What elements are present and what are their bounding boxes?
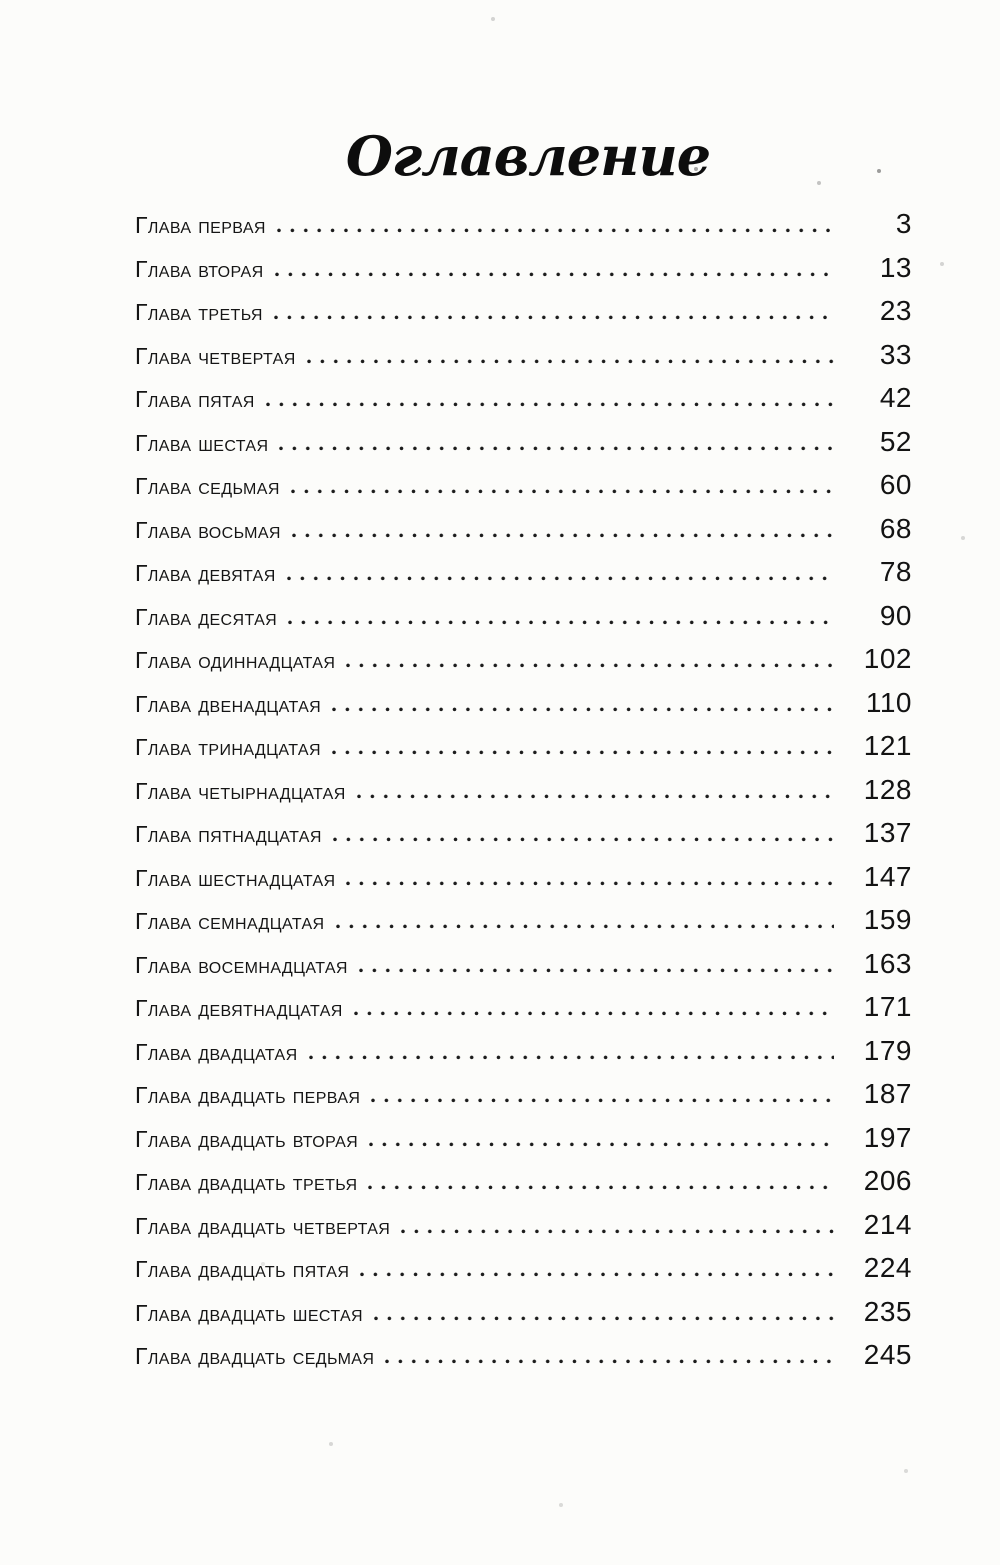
chapter-label: Глава вторая — [135, 255, 264, 282]
chapter-label: Глава седьмая — [135, 473, 280, 499]
page-number: 224 — [863, 1252, 912, 1283]
chapter-label: Глава восемнадцатая — [135, 951, 348, 978]
toc-entry — [135, 1209, 912, 1253]
page-number: 214 — [863, 1208, 912, 1240]
dot-leader — [292, 533, 834, 538]
page-number: 60 — [879, 469, 912, 500]
toc-entry — [135, 469, 912, 513]
chapter-label: Глава двадцать седьмая — [135, 1343, 375, 1369]
toc-entry — [135, 382, 912, 426]
toc-entry — [135, 295, 912, 339]
dot-leader — [360, 1272, 834, 1277]
chapter-label: Глава первая — [135, 212, 266, 238]
dot-leader — [275, 272, 834, 277]
toc-entry — [135, 904, 912, 948]
toc-entry — [135, 1252, 912, 1296]
toc-entry — [135, 730, 912, 774]
chapter-label: Глава тринадцатая — [135, 734, 321, 760]
page-number: 68 — [879, 512, 912, 544]
toc-entry — [135, 1122, 912, 1166]
dot-leader — [369, 1142, 834, 1147]
chapter-label: Глава двадцать вторая — [135, 1125, 359, 1152]
toc-entry — [135, 1035, 912, 1079]
dot-leader — [354, 1011, 834, 1016]
chapter-label: Глава семнадцатая — [135, 908, 325, 934]
toc-entry — [135, 687, 912, 731]
dot-leader — [309, 1055, 834, 1060]
page-number: 197 — [863, 1121, 912, 1153]
page-number: 147 — [863, 860, 912, 892]
page-number: 245 — [863, 1339, 912, 1370]
page-number: 33 — [879, 338, 912, 370]
toc-entry — [135, 643, 912, 687]
page-number: 235 — [863, 1295, 912, 1327]
dot-leader — [274, 315, 834, 320]
toc-entry — [135, 513, 912, 557]
page-number: 42 — [879, 382, 912, 413]
dot-leader — [266, 402, 834, 407]
chapter-label: Глава четвертая — [135, 342, 296, 369]
dot-leader — [357, 794, 834, 799]
page-title: Оглавление — [345, 124, 711, 189]
dot-leader — [307, 359, 834, 364]
dot-leader — [336, 924, 834, 929]
chapter-label: Глава двадцать шестая — [135, 1299, 363, 1326]
toc-entry — [135, 774, 912, 818]
page-number: 13 — [879, 251, 912, 283]
page-number: 171 — [863, 991, 912, 1022]
page-number: 3 — [895, 208, 912, 239]
page-number: 179 — [863, 1034, 912, 1066]
dot-leader — [332, 707, 834, 712]
toc-entry — [135, 1339, 912, 1383]
chapter-label: Глава одиннадцатая — [135, 647, 336, 673]
toc-entry — [135, 991, 912, 1035]
dot-leader — [359, 968, 834, 973]
page-number: 206 — [863, 1165, 912, 1196]
toc-entry — [135, 556, 912, 600]
chapter-label: Глава двадцатая — [135, 1038, 298, 1065]
chapter-label: Глава шестая — [135, 429, 269, 456]
page-number: 163 — [863, 947, 912, 979]
chapter-label: Глава девятая — [135, 560, 276, 586]
chapter-label: Глава девятнадцатая — [135, 995, 343, 1021]
toc-entry — [135, 948, 912, 992]
page-number: 137 — [863, 817, 912, 848]
table-of-contents — [135, 208, 912, 1383]
dot-leader — [291, 489, 834, 494]
dot-leader — [346, 881, 834, 886]
chapter-label: Глава двадцать третья — [135, 1169, 358, 1195]
toc-entry — [135, 426, 912, 470]
chapter-label: Глава восьмая — [135, 516, 281, 543]
dot-leader — [401, 1229, 834, 1234]
dot-leader — [385, 1359, 834, 1364]
page-number: 102 — [863, 643, 912, 674]
dot-leader — [368, 1185, 834, 1190]
page-number: 159 — [863, 904, 912, 935]
chapter-label: Глава двадцать первая — [135, 1082, 361, 1108]
toc-entry — [135, 1296, 912, 1340]
chapter-label: Глава третья — [135, 299, 263, 325]
toc-entry — [135, 1078, 912, 1122]
toc-entry — [135, 600, 912, 644]
chapter-label: Глава двенадцатая — [135, 690, 322, 717]
dot-leader — [288, 620, 834, 625]
page-number: 128 — [863, 773, 912, 805]
dot-leader — [333, 837, 834, 842]
toc-entry — [135, 208, 912, 252]
dot-leader — [371, 1098, 834, 1103]
chapter-label: Глава двадцать пятая — [135, 1256, 350, 1282]
chapter-label: Глава пятнадцатая — [135, 821, 322, 847]
scan-speckles — [0, 0, 2, 2]
toc-entry — [135, 252, 912, 296]
chapter-label: Глава двадцать четвертая — [135, 1212, 391, 1239]
page-number: 52 — [879, 425, 912, 457]
dot-leader — [287, 576, 834, 581]
toc-entry — [135, 817, 912, 861]
page-number: 121 — [863, 730, 912, 761]
page-number: 110 — [865, 686, 912, 718]
dot-leader — [332, 750, 834, 755]
page-number: 23 — [879, 295, 912, 326]
page-number: 187 — [863, 1078, 912, 1109]
dot-leader — [277, 228, 834, 233]
toc-entry — [135, 339, 912, 383]
chapter-label: Глава пятая — [135, 386, 255, 412]
page-number: 78 — [879, 556, 912, 587]
chapter-label: Глава четырнадцатая — [135, 777, 346, 804]
toc-entry — [135, 1165, 912, 1209]
toc-entry — [135, 861, 912, 905]
page-number: 90 — [879, 599, 912, 631]
dot-leader — [346, 663, 834, 668]
chapter-label: Глава десятая — [135, 603, 278, 630]
dot-leader — [374, 1316, 834, 1321]
dot-leader — [279, 446, 834, 451]
chapter-label: Глава шестнадцатая — [135, 864, 336, 891]
